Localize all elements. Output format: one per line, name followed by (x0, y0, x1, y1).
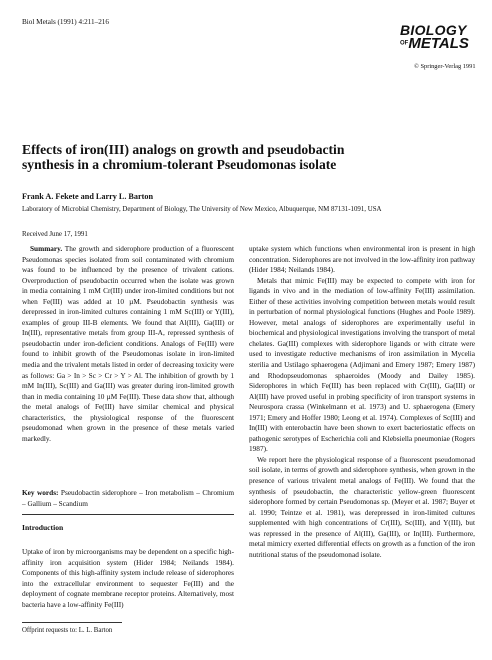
introduction-text (22, 547, 234, 610)
logo-metals: METALS (408, 34, 469, 52)
right-paragraph-2: Metals that mimic Fe(III) may be expected to compete with iron for ligands in vivo and in the mediation of low-affinity Fe(III) assimilation. Either of these activities involving competition between metals would result in perturbation of normal physiological functions (Hughes and Poole 1989). However, metal analogs of siderophores are experimentally useful in biochemical and physiological investigations involving the transport of metal chelates. Ga(III) complexes with siderophore ligands or with citrate were used to investigate reductive mechanisms of iron assimilation in Mycelia sterilia and Ustilago sphaerogena (Adjimani and Emery 1987; Emery 1987) and Rhodopseudomonas sphaeroides (Moody and Dailey 1985). Siderophores in which Fe(III) has been replaced with Cr(III), Ga(III) or Al(III) have proved useful in probing specificity of iron transport systems in Neurospora crassa (Winkelmann et al. 1973) and U. sphaerogena (Emery 1971; Emery and Hoffer 1980; Leong et al. 1974). Complexes of Sc(III) and In(III) with enterobactin have been shown to exert bacteriostatic effects on pathogenic serotypes of Escherichia coli and Klebsiella pneumoniae (Rogers 1987). (249, 275, 475, 454)
keywords-label: Key words: (22, 488, 59, 497)
right-column-text (249, 244, 475, 560)
introduction-heading: Introduction (22, 523, 64, 532)
article-title: Effects of iron(III) analogs on growth and pseudobactin synthesis in a chromium-tolerant Pseudomonas isolate (22, 142, 345, 173)
keywords-text: Pseudobactin siderophore – Iron metabolism – Chromium – Gallium – Scandium (22, 488, 234, 508)
summary-label: Summary. (30, 244, 63, 253)
right-paragraph-3: We report here the physiological response of a fluorescent pseudomonad soil isolate, in terms of growth and siderophore synthesis, when grown in the presence of various trivalent metal analogs of Fe(III). We found that the synthesis of pseudobactin, the characteristic yellow-green fluorescent siderophore formed by certain Pseudomonas sp. (Meyer et al. 1987; Buyer et al. 1990; Teintze et al. 1981), was derepressed in iron-limited cultures supplemented with high concentrations of Cr(III), Sc(III), and Y(III), but was repressed in the presence of Al(III), Ga(III), or In(III). Furthermore, metal mimicry exerted differential effects on growth as a function of the iron nutritional status of the pseudomonad isolate. (249, 454, 475, 559)
right-paragraph-1: uptake system which functions when environmental iron is present in high concentration. Siderophores are not involved in the low-affinity iron pathway (Hider 1984; Neilands 1984). (249, 244, 476, 275)
offprint-requests: Offprint requests to: L. L. Barton (22, 627, 113, 634)
introduction-paragraph: Uptake of iron by microorganisms may be dependent on a specific high-affinity iron acquisition system (Hider 1984; Neilands 1984). Components of this high-affinity system include release of siderophores into the extracellular environment to sequester Fe(III) and the deployment of cognate membrane receptor proteins. Alternatively, most bacteria have a low-affinity Fe(III) (22, 547, 234, 609)
received-date: Received June 17, 1991 (22, 231, 88, 238)
logo-of: OF (400, 39, 409, 46)
author-affiliation: Laboratory of Microbial Chemistry, Department of Biology, The University of New Mexico, Albuquerque, NM 87131-1091, USA (22, 206, 382, 213)
logo-line-1: BIOLOGY (400, 22, 467, 38)
section-divider (22, 514, 234, 515)
footnote-rule (22, 622, 122, 623)
article-authors: Frank A. Fekete and Larry L. Barton (22, 192, 153, 201)
copyright-notice: © Springer-Verlag 1991 (414, 63, 476, 70)
summary-text: The growth and siderophore production of a fluorescent Pseudomonas species isolated from soil contaminated with chromium was found to be influenced by the presence of trivalent cations. Overproduction of pseudobactin occurred when the isolate was grown in media containing 1 mM Cr(III) under iron-limited conditions but not when Fe(III) was added at 10 µM. Pseudobactin synthesis was derepressed in iron-limited cultures containing 1 mM Sc(III) or Y(III), examples of group III-B elements. We found that Al(III), Ga(III) or In(III), representative metals from group III-A, repressed synthesis of pseudobactin under iron-deficient conditions. Analogs of Fe(III) were found to inhibit growth of the Pseudomonas isolate in iron-limited media and the trivalent metals listed in order of decreasing toxicity were as follows: Ga > In > Sc > Cr > Y > Al. The inhibition of growth by 1 mM In(III), Sc(III) and Ga(III) was greater during iron-limited growth than in media containing 10 µM Fe(III). These data show that, although the metal analogs of Fe(III) have similar chemical and physical characteristics, the physiological response of the fluorescent pseudomonad when grown in the presence of these metals varied markedly. (22, 244, 234, 443)
keywords-section (22, 488, 234, 509)
logo-line-2 (400, 34, 474, 52)
journal-logo (400, 24, 474, 50)
journal-citation: Biol Metals (1991) 4:211–216 (22, 18, 109, 26)
summary-section (22, 244, 234, 444)
